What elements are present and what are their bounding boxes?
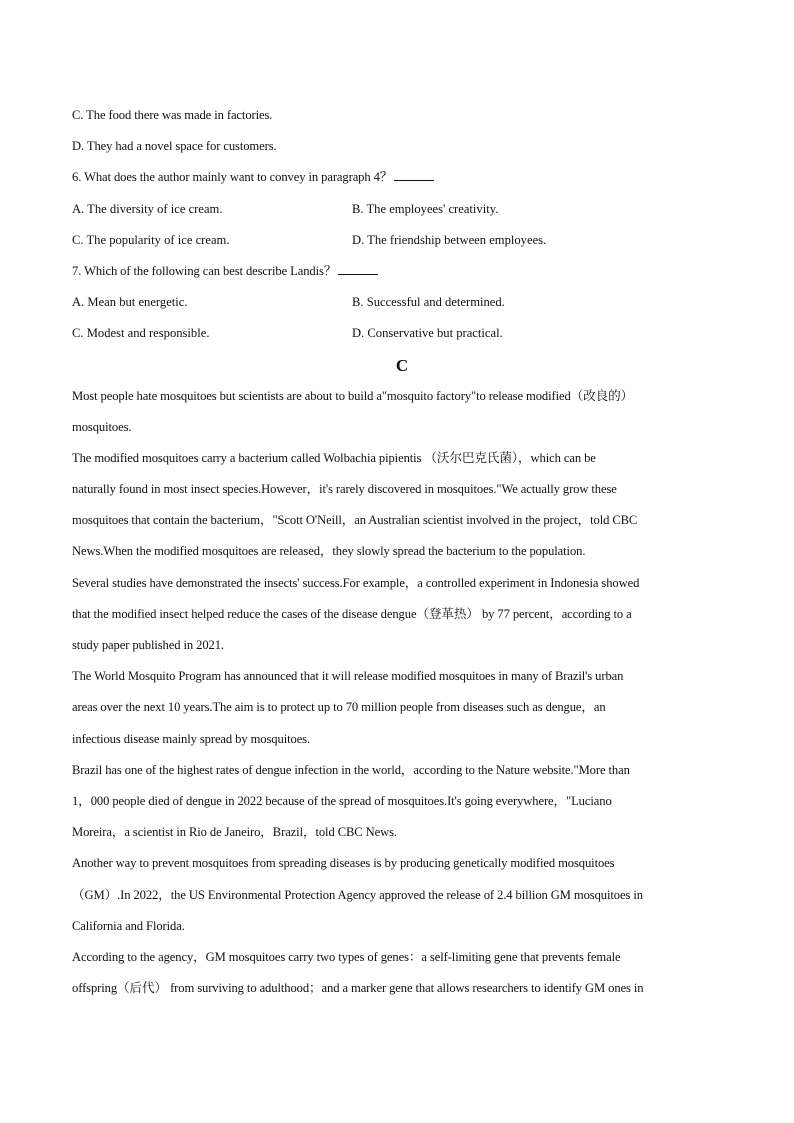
passage-line: Several studies have demonstrated the insects' success.For example，a controlled experiment in Indonesia showed	[72, 575, 640, 590]
passage-line: Another way to prevent mosquitoes from spreading diseases is by producing genetically modified mosquitoes	[72, 856, 615, 871]
question-6-option-a: A. The diversity of ice cream.	[72, 201, 223, 216]
document-page	[72, 100, 732, 1004]
question-6-options-row-1	[72, 194, 732, 225]
question-6-stem	[72, 162, 732, 193]
question-7-options-row-2	[72, 318, 732, 349]
question-6-answer-blank[interactable]	[394, 168, 434, 181]
question-6-option-d: D. The friendship between employees.	[352, 232, 547, 247]
question-6-option-c: C. The popularity of ice cream.	[72, 232, 230, 247]
passage-line: Brazil has one of the highest rates of dengue infection in the world，according to the Nature website."More than	[72, 762, 630, 777]
question-6-option-b: B. The employees' creativity.	[352, 201, 499, 216]
question-7-option-c: C. Modest and responsible.	[72, 326, 210, 341]
passage-line: infectious disease mainly spread by mosquitoes.	[72, 731, 311, 746]
passage-line: According to the agency，GM mosquitoes carry two types of genes：a self-limiting gene that prevents female	[72, 949, 621, 964]
question-5-option-c: C. The food there was made in factories.	[72, 108, 273, 122]
passage-line: offspring（后代） from surviving to adulthood；and a marker gene that allows researchers to identify GM ones in	[72, 981, 644, 996]
passage-line: naturally found in most insect species.However，it's rarely discovered in mosquitoes."We actually grow these	[72, 482, 617, 497]
question-7-option-a: A. Mean but energetic.	[72, 295, 188, 310]
passage-line: Most people hate mosquitoes but scientists are about to build a"mosquito factory"to release modified（改良的）	[72, 388, 634, 403]
passage-line: California and Florida.	[72, 918, 185, 933]
question-7-text: 7. Which of the following can best describe Landis？	[72, 263, 337, 278]
passage-line: study paper published in 2021.	[72, 638, 224, 652]
question-6-text: 6. What does the author mainly want to convey in paragraph 4？	[72, 170, 393, 185]
section-heading: C	[395, 355, 409, 375]
question-7-option-d: D. Conservative but practical.	[352, 326, 503, 341]
passage-line: News.When the modified mosquitoes are released，they slowly spread the bacterium to the population.	[72, 544, 586, 559]
passage-line: mosquitoes that contain the bacterium，"Scott O'Neill，an Australian scientist involved in the project，told CBC	[72, 513, 638, 528]
question-5-option-d: D. They had a novel space for customers.	[72, 139, 277, 154]
passage-line: The World Mosquito Program has announced that it will release modified mosquitoes in many of Brazil's urban	[72, 669, 624, 684]
passage-line: The modified mosquitoes carry a bacterium called Wolbachia pipientis （沃尔巴克氏菌），which can be	[72, 450, 596, 465]
question-7-stem	[72, 256, 732, 287]
question-7-answer-blank[interactable]	[338, 262, 378, 275]
passage-line: Moreira，a scientist in Rio de Janeiro，Brazil，told CBC News.	[72, 825, 397, 840]
passage-line: （GM）.In 2022，the US Environmental Protection Agency approved the release of 2.4 billion GM mosquitoes in	[72, 887, 643, 902]
question-6-options-row-2	[72, 225, 732, 256]
passage-line: that the modified insect helped reduce the cases of the disease dengue（登革热） by 77 percent，according to a	[72, 606, 632, 621]
question-7-options-row-1	[72, 287, 732, 318]
passage	[72, 381, 732, 1005]
question-7-option-b: B. Successful and determined.	[352, 295, 505, 310]
passage-line: areas over the next 10 years.The aim is to protect up to 70 million people from diseases such as dengue，an	[72, 700, 606, 715]
passage-line: 1，000 people died of dengue in 2022 because of the spread of mosquitoes.It's going everywhere，"Luciano	[72, 793, 612, 808]
passage-line: mosquitoes.	[72, 419, 132, 434]
